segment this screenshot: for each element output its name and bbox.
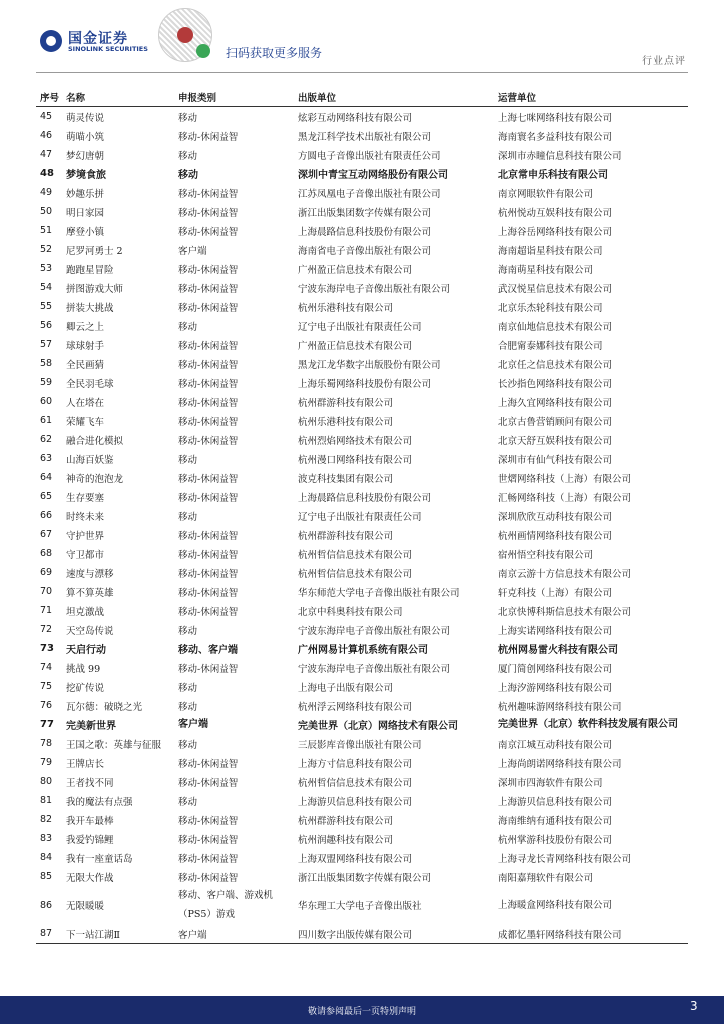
operator: 上海实诺网络科技有限公司 xyxy=(498,625,613,637)
category: 移动-休闲益智 xyxy=(178,568,239,580)
game-name: 神奇的泡泡龙 xyxy=(66,473,124,485)
publisher: 杭州烈焰网络技术有限公司 xyxy=(298,435,413,447)
game-name: 萌灵传说 xyxy=(66,112,105,124)
row-number: 71 xyxy=(40,605,53,616)
operator: 世熠网络科技（上海）有限公司 xyxy=(498,473,632,485)
operator: 南京江城互动科技有限公司 xyxy=(498,739,613,751)
table-row xyxy=(36,715,688,734)
game-name: 拼图游戏大师 xyxy=(66,283,124,295)
category: 移动 xyxy=(178,112,198,124)
category: 移动-休闲益智 xyxy=(178,872,239,884)
operator: 深圳市有仙气科技有限公司 xyxy=(498,454,613,466)
category: 移动 xyxy=(178,682,198,694)
game-name: 天空岛传说 xyxy=(66,625,114,637)
publisher: 上海电子出版有限公司 xyxy=(298,682,394,694)
publisher: 杭州哲信信息技术有限公司 xyxy=(298,777,413,789)
category: 移动 xyxy=(178,796,198,808)
category: 移动-休闲益智 xyxy=(178,834,239,846)
category: 移动-休闲益智 xyxy=(178,815,239,827)
operator: 上海尚朗诺网络科技有限公司 xyxy=(498,758,622,770)
publisher: 上海游贝信息科技有限公司 xyxy=(298,796,413,808)
row-number: 68 xyxy=(40,548,53,559)
row-number: 56 xyxy=(40,320,53,331)
publisher: 上海晨路信息科技股份有限公司 xyxy=(298,226,432,238)
publisher: 杭州浮云网络科技有限公司 xyxy=(298,701,413,713)
category: 移动 xyxy=(178,739,198,751)
row-number: 73 xyxy=(40,643,54,654)
header-divider xyxy=(36,72,688,73)
table-row xyxy=(36,677,688,696)
category: 移动-休闲益智 xyxy=(178,606,239,618)
operator: 深圳市赤瞳信息科技有限公司 xyxy=(498,150,622,162)
publisher: 四川数字出版传媒有限公司 xyxy=(294,924,494,944)
row-number: 77 xyxy=(40,719,54,730)
operator: 合肥甯泰娜科技有限公司 xyxy=(498,340,603,352)
game-name: 算不算英雄 xyxy=(66,587,114,599)
operator: 成都忆墨轩网络科技有限公司 xyxy=(494,924,688,944)
row-number: 86 xyxy=(40,899,53,911)
game-name: 跑跑星冒险 xyxy=(66,264,114,276)
table-row xyxy=(36,620,688,639)
operator: 北京快博科斯信息技术有限公司 xyxy=(498,606,632,618)
game-name: 完美新世界 xyxy=(66,721,116,732)
game-name: 人在塔在 xyxy=(66,397,105,409)
row-number: 58 xyxy=(40,358,53,369)
game-name: 王者找不同 xyxy=(66,777,114,789)
table-row xyxy=(36,924,688,944)
table-row xyxy=(36,544,688,563)
row-number: 72 xyxy=(40,624,53,635)
game-name: 我的魔法有点强 xyxy=(66,796,133,808)
game-name: 卿云之上 xyxy=(66,321,105,333)
publisher: 上海双盟网络科技有限公司 xyxy=(298,853,413,865)
game-name: 速度与漂移 xyxy=(66,568,114,580)
category: 移动-休闲益智 xyxy=(178,530,239,542)
table-row xyxy=(36,582,688,601)
table-row xyxy=(36,126,688,145)
publisher: 上海方寸信息科技有限公司 xyxy=(298,758,413,770)
page-number: 3 xyxy=(690,999,698,1013)
operator: 北京常申乐科技有限公司 xyxy=(498,170,608,181)
publisher: 深圳中青宝互动网络股份有限公司 xyxy=(298,170,448,181)
category: 移动-休闲益智 xyxy=(178,302,239,314)
operator: 上海暖盒网络科技有限公司 xyxy=(498,899,613,911)
operator: 杭州网易雷火科技有限公司 xyxy=(498,645,618,656)
table-row xyxy=(36,563,688,582)
category: 移动-休闲益智 xyxy=(178,473,239,485)
row-number: 78 xyxy=(40,738,53,749)
publisher: 广州网易计算机系统有限公司 xyxy=(298,645,428,656)
operator: 海南超诣星科技有限公司 xyxy=(498,245,603,257)
publisher: 杭州乐港科技有限公司 xyxy=(298,302,394,314)
table-body xyxy=(36,107,688,944)
row-number: 53 xyxy=(40,263,53,274)
game-name: 荣耀飞车 xyxy=(66,416,105,428)
table-row xyxy=(36,829,688,848)
category: 移动 xyxy=(178,454,198,466)
game-approval-table xyxy=(36,88,688,944)
row-number: 52 xyxy=(40,244,53,255)
category: 移动-休闲益智 xyxy=(178,777,239,789)
page-header xyxy=(0,0,724,70)
publisher: 黑龙江科学技术出版社有限公司 xyxy=(298,131,432,143)
column-header-name: 名称 xyxy=(62,88,174,107)
game-name: 尼罗河勇士 2 xyxy=(66,245,123,257)
publisher: 杭州哲信信息技术有限公司 xyxy=(298,549,413,561)
category: 移动-休闲益智 xyxy=(178,264,239,276)
publisher: 完美世界（北京）网络技术有限公司 xyxy=(298,721,458,732)
report-type-tag: 行业点评 xyxy=(642,56,686,67)
operator: 海南萌星科技有限公司 xyxy=(498,264,594,276)
operator: 深圳市四海软件有限公司 xyxy=(498,777,603,789)
row-number: 59 xyxy=(40,377,53,388)
operator: 南京网眼软件有限公司 xyxy=(498,188,594,200)
category: 移动-休闲益智 xyxy=(178,758,239,770)
sinolink-logo-icon xyxy=(40,30,62,52)
publisher: 宁波东海岸电子音像出版社有限公司 xyxy=(298,283,451,295)
row-number: 57 xyxy=(40,339,53,350)
category: 移动、客户端、游戏机（PS5）游戏 xyxy=(178,890,274,920)
row-number: 64 xyxy=(40,472,53,483)
operator: 上海汐游网络科技有限公司 xyxy=(498,682,613,694)
sinolink-logo xyxy=(40,28,148,58)
row-number: 81 xyxy=(40,795,53,806)
operator: 杭州掌游科技股份有限公司 xyxy=(498,834,613,846)
category: 移动-休闲益智 xyxy=(178,188,239,200)
row-number: 62 xyxy=(40,434,53,445)
category: 客户端 xyxy=(178,245,207,257)
category: 移动-休闲益智 xyxy=(178,587,239,599)
table-row xyxy=(36,639,688,658)
publisher: 波克科技集团有限公司 xyxy=(298,473,394,485)
game-name: 全民画猜 xyxy=(66,359,105,371)
table-row xyxy=(36,373,688,392)
row-number: 76 xyxy=(40,700,53,711)
operator: 南京仙地信息技术有限公司 xyxy=(498,321,613,333)
logo-chinese-name: 国金证券 xyxy=(68,31,128,47)
game-name: 萌喵小筑 xyxy=(66,131,105,143)
table-row xyxy=(36,506,688,525)
game-name: 无限暖暖 xyxy=(66,901,105,912)
game-name: 瓦尔德：破晓之光 xyxy=(66,701,143,713)
wechat-badge-icon xyxy=(196,44,210,58)
operator: 海南寰名多益科技有限公司 xyxy=(498,131,613,143)
category: 客户端 xyxy=(174,924,294,944)
row-number: 63 xyxy=(40,453,53,464)
table-row xyxy=(36,259,688,278)
table-row xyxy=(36,145,688,164)
game-name: 生存要塞 xyxy=(66,492,105,504)
game-name: 天启行动 xyxy=(66,645,106,656)
column-header-type: 申报类别 xyxy=(174,88,294,107)
publisher: 杭州哲信信息技术有限公司 xyxy=(298,568,413,580)
table-row xyxy=(36,392,688,411)
game-name: 王牌店长 xyxy=(66,758,105,770)
row-number: 50 xyxy=(40,206,53,217)
operator: 北京古鲁营销顾问有限公司 xyxy=(498,416,613,428)
publisher: 杭州群游科技有限公司 xyxy=(298,815,394,827)
row-number: 79 xyxy=(40,757,53,768)
row-number: 69 xyxy=(40,567,53,578)
row-number: 65 xyxy=(40,491,53,502)
publisher: 广州盈正信息技术有限公司 xyxy=(298,340,413,352)
table-row xyxy=(36,468,688,487)
game-name: 我爱钓锦鲤 xyxy=(66,834,114,846)
table-row xyxy=(36,487,688,506)
game-name: 我有一座童话岛 xyxy=(66,853,133,865)
operator: 上海寻龙长青网络科技有限公司 xyxy=(498,853,632,865)
category: 移动 xyxy=(178,321,198,333)
game-name: 山海百妖鉴 xyxy=(66,454,114,466)
publisher: 辽宁电子出版社有限责任公司 xyxy=(298,511,422,523)
table-row xyxy=(36,354,688,373)
table-row xyxy=(36,297,688,316)
category: 移动-休闲益智 xyxy=(178,378,239,390)
game-name: 守卫都市 xyxy=(66,549,105,561)
row-number: 80 xyxy=(40,776,53,787)
publisher: 杭州漫口网络科技有限公司 xyxy=(298,454,413,466)
table-row xyxy=(36,240,688,259)
operator: 轩克科技（上海）有限公司 xyxy=(498,587,613,599)
publisher: 杭州润趣科技有限公司 xyxy=(298,834,394,846)
publisher: 华东师范大学电子音像出版社有限公司 xyxy=(298,587,460,599)
table-row xyxy=(36,335,688,354)
row-number: 61 xyxy=(40,415,53,426)
scan-prompt: 扫码获取更多服务 xyxy=(226,46,323,60)
category: 移动-休闲益智 xyxy=(178,283,239,295)
row-number: 49 xyxy=(40,187,53,198)
row-number: 70 xyxy=(40,586,53,597)
game-name: 全民羽毛球 xyxy=(66,378,114,390)
row-number: 75 xyxy=(40,681,53,692)
publisher: 海南省电子音像出版社有限公司 xyxy=(298,245,432,257)
game-name: 妙趣乐拼 xyxy=(66,188,105,200)
operator: 杭州趣味游网络科技有限公司 xyxy=(498,701,622,713)
row-number: 60 xyxy=(40,396,53,407)
game-name: 无限大作战 xyxy=(66,872,114,884)
operator: 上海久宜网络科技有限公司 xyxy=(498,397,613,409)
publisher: 江苏凤凰电子音像出版社有限公司 xyxy=(298,188,441,200)
category: 移动-休闲益智 xyxy=(178,359,239,371)
operator: 南京云游十方信息技术有限公司 xyxy=(498,568,632,580)
table-row xyxy=(36,183,688,202)
table-row xyxy=(36,772,688,791)
game-name: 摩登小镇 xyxy=(66,226,105,238)
column-header-publisher: 出版单位 xyxy=(294,88,494,107)
row-number: 83 xyxy=(40,833,53,844)
game-name: 时终未来 xyxy=(66,511,105,523)
row-number: 66 xyxy=(40,510,53,521)
game-name: 明日家园 xyxy=(66,207,105,219)
publisher: 上海晨路信息科技股份有限公司 xyxy=(298,492,432,504)
column-header-no: 序号 xyxy=(36,88,62,107)
operator: 杭州画情网络科技有限公司 xyxy=(498,530,613,542)
publisher: 炫彩互动网络科技有限公司 xyxy=(298,112,413,124)
publisher: 上海乐蜀网络科技股份有限公司 xyxy=(298,378,432,390)
row-number: 87 xyxy=(36,924,62,944)
qr-center-mark xyxy=(177,27,193,43)
table-row xyxy=(36,449,688,468)
publisher: 杭州群游科技有限公司 xyxy=(298,530,394,542)
operator: 长沙指色网络科技有限公司 xyxy=(498,378,613,390)
operator: 杭州悦动互娱科技有限公司 xyxy=(498,207,613,219)
game-name: 融合进化模拟 xyxy=(66,435,124,447)
row-number: 74 xyxy=(40,662,53,673)
operator: 南阳嘉翔软件有限公司 xyxy=(498,872,594,884)
table-row xyxy=(36,221,688,240)
category: 移动 xyxy=(178,170,198,181)
column-header-operator: 运营单位 xyxy=(494,88,688,107)
table-row xyxy=(36,430,688,449)
row-number: 47 xyxy=(40,149,53,160)
row-number: 48 xyxy=(40,168,54,179)
game-name: 下一站江湖Ⅱ xyxy=(62,924,174,944)
disclaimer-note: 敬请参阅最后一页特别声明 xyxy=(307,1007,416,1017)
table-row xyxy=(36,810,688,829)
operator: 汇畅网络科技（上海）有限公司 xyxy=(498,492,632,504)
category: 移动-休闲益智 xyxy=(178,131,239,143)
table-row xyxy=(36,525,688,544)
table-row xyxy=(36,601,688,620)
table-row xyxy=(36,886,688,924)
table-row xyxy=(36,278,688,297)
category: 移动-休闲益智 xyxy=(178,416,239,428)
category: 移动 xyxy=(178,625,198,637)
publisher: 浙江出版集团数字传媒有限公司 xyxy=(298,207,432,219)
category: 移动-休闲益智 xyxy=(178,549,239,561)
publisher: 辽宁电子出版社有限责任公司 xyxy=(298,321,422,333)
game-name: 王国之歌：英雄与征服 xyxy=(66,739,162,751)
logo-english-name: SINOLINK SECURITIES xyxy=(68,45,148,53)
category: 移动-休闲益智 xyxy=(178,492,239,504)
game-name: 梦幻唐朝 xyxy=(66,150,105,162)
category: 移动-休闲益智 xyxy=(178,853,239,865)
operator: 完美世界（北京）软件科技发展有限公司 xyxy=(498,719,678,730)
publisher: 方圆电子音像出版社有限责任公司 xyxy=(298,150,441,162)
game-name: 守护世界 xyxy=(66,530,105,542)
table-row xyxy=(36,696,688,715)
publisher: 华东理工大学电子音像出版社 xyxy=(298,901,422,912)
game-name: 梦境食旅 xyxy=(66,170,106,181)
row-number: 85 xyxy=(40,871,53,882)
table-row xyxy=(36,867,688,886)
operator: 上海游贝信息科技有限公司 xyxy=(498,796,613,808)
operator: 厦门简创网络科技有限公司 xyxy=(498,663,613,675)
row-number: 67 xyxy=(40,529,53,540)
table-header-row xyxy=(36,88,688,107)
category: 移动 xyxy=(178,701,198,713)
publisher: 宁波东海岸电子音像出版社有限公司 xyxy=(298,663,451,675)
publisher: 杭州群游科技有限公司 xyxy=(298,397,394,409)
publisher: 杭州乐港科技有限公司 xyxy=(298,416,394,428)
table-row xyxy=(36,734,688,753)
game-name: 挑战 99 xyxy=(66,663,101,675)
category: 移动、客户端 xyxy=(178,645,238,656)
table-row xyxy=(36,202,688,221)
table-row xyxy=(36,791,688,810)
game-name: 坦克激战 xyxy=(66,606,105,618)
publisher: 北京中科奥科技有限公司 xyxy=(298,606,403,618)
table-row xyxy=(36,107,688,127)
operator: 北京任之信息技术有限公司 xyxy=(498,359,613,371)
operator: 海南维纳有通科技有限公司 xyxy=(498,815,613,827)
row-number: 54 xyxy=(40,282,53,293)
category: 移动-休闲益智 xyxy=(178,207,239,219)
category: 移动-休闲益智 xyxy=(178,663,239,675)
publisher: 三辰影库音像出版社有限公司 xyxy=(298,739,422,751)
category: 移动-休闲益智 xyxy=(178,397,239,409)
category: 移动-休闲益智 xyxy=(178,340,239,352)
table-row xyxy=(36,753,688,772)
row-number: 46 xyxy=(40,130,53,141)
game-name: 球球射手 xyxy=(66,340,105,352)
category: 移动 xyxy=(178,511,198,523)
table-row xyxy=(36,658,688,677)
category: 移动 xyxy=(178,150,198,162)
game-name: 我开车最棒 xyxy=(66,815,114,827)
publisher: 浙江出版集团数字传媒有限公司 xyxy=(298,872,432,884)
row-number: 82 xyxy=(40,814,53,825)
row-number: 84 xyxy=(40,852,53,863)
game-name: 挖矿传说 xyxy=(66,682,105,694)
operator: 上海七咪网络科技有限公司 xyxy=(498,112,613,124)
row-number: 45 xyxy=(40,111,53,122)
table-row xyxy=(36,411,688,430)
category: 客户端 xyxy=(178,719,208,730)
operator: 宿州悟空科技有限公司 xyxy=(498,549,594,561)
operator: 深圳欣欣互动科技有限公司 xyxy=(498,511,613,523)
category: 移动-休闲益智 xyxy=(178,226,239,238)
publisher: 宁波东海岸电子音像出版社有限公司 xyxy=(298,625,451,637)
game-name: 拼装大挑战 xyxy=(66,302,114,314)
row-number: 51 xyxy=(40,225,53,236)
table-row xyxy=(36,316,688,335)
operator: 上海谷岳网络科技有限公司 xyxy=(498,226,613,238)
category: 移动-休闲益智 xyxy=(178,435,239,447)
publisher: 广州盈正信息技术有限公司 xyxy=(298,264,413,276)
row-number: 55 xyxy=(40,301,53,312)
table-row xyxy=(36,164,688,183)
operator: 北京乐杰轮科技有限公司 xyxy=(498,302,603,314)
table-row xyxy=(36,848,688,867)
publisher: 黑龙江龙华数字出版股份有限公司 xyxy=(298,359,441,371)
operator: 武汉悦星信息技术有限公司 xyxy=(498,283,613,295)
operator: 北京天舒互娱科技有限公司 xyxy=(498,435,613,447)
